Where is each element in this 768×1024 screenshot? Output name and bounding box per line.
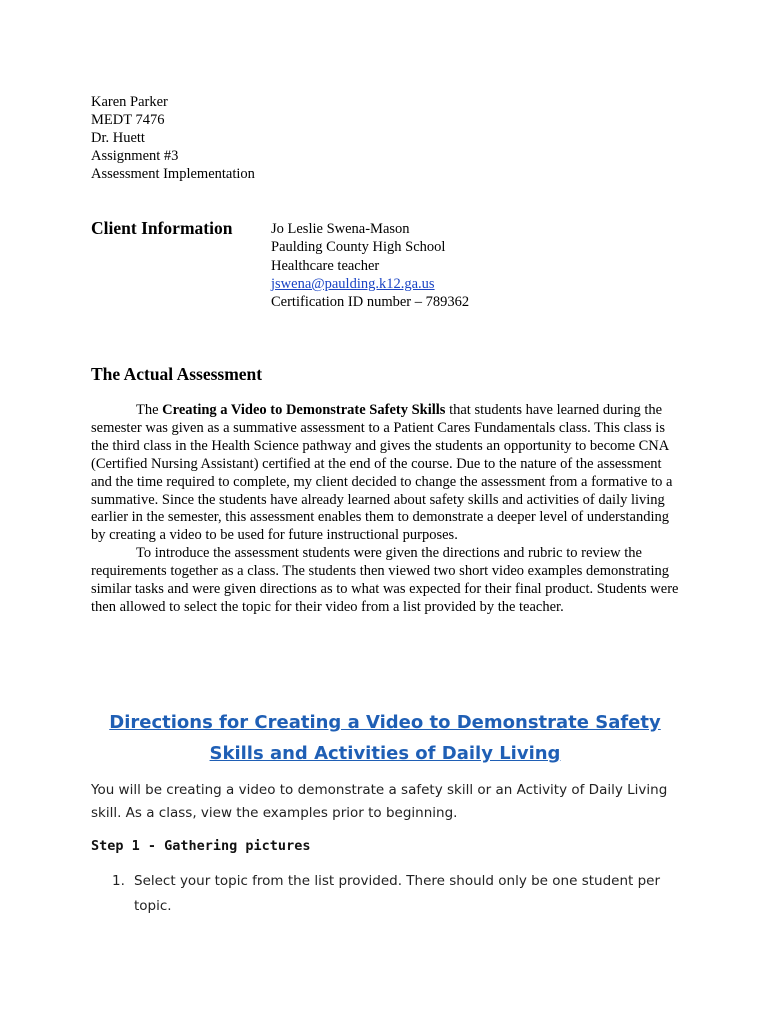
assignment-number: Assignment #3 <box>91 148 179 164</box>
assessment-heading: The Actual Assessment <box>91 364 263 384</box>
assessment-paragraph-2 <box>91 545 679 617</box>
directions-intro: You will be creating a video to demonstrate a safety skill or an Activity of Daily Living skill. As a class, view the examples prior to beginning. <box>91 782 668 821</box>
directions-title-line1: Directions for Creating a Video to Demonstrate Safety <box>109 712 661 733</box>
directions-title-line2: Skills and Activities of Daily Living <box>209 743 561 764</box>
p1-rest: that students have learned during the semester was given as a summative assessment to a Patient Cares Fundamentals class. This class is the third class in the Health Science pathway and gives the students an opportunity to become CNA (Certified Nursing Assistant) certified at the end of the course. Due to the nature of the assessment and the time required to complete, my client decided to change the assessment from a formative to a summative. Since the students have already learned about safety skills and activities of daily living earlier in the semester, this assessment enables them to demonstrate a deeper level of understanding by creating a video to be used for future instructional purposes. <box>91 402 673 544</box>
step-1-heading: Step 1 - Gathering pictures <box>91 838 311 854</box>
p1-lead: The <box>136 402 163 418</box>
author-name: Karen Parker <box>91 94 168 110</box>
list-item <box>112 869 672 919</box>
course-code: MEDT 7476 <box>91 112 165 128</box>
directions-title <box>91 707 679 769</box>
instructor-name: Dr. Huett <box>91 130 145 146</box>
p2-text: To introduce the assessment students were given the directions and rubric to review the requirements together as a class. The students then viewed two short video examples demonstrating similar tasks and were given directions as to what was expected for their final product. Students were then allowed to select the topic for their video from a list provided by the teacher. <box>91 545 679 615</box>
client-info-block <box>271 220 469 311</box>
client-school: Paulding County High School <box>271 239 446 256</box>
list-item-number: 1. <box>112 873 125 889</box>
p1-bold-title: Creating a Video to Demonstrate Safety Skills <box>162 402 446 418</box>
client-info-heading: Client Information <box>91 218 233 238</box>
list-item-text: Select your topic from the list provided. There should only be one student per topic. <box>134 873 661 914</box>
assessment-paragraph-1 <box>91 402 679 545</box>
client-role: Healthcare teacher <box>271 257 380 274</box>
assignment-topic: Assessment Implementation <box>91 166 255 182</box>
client-name: Jo Leslie Swena-Mason <box>271 221 410 237</box>
client-email-link[interactable]: jswena@paulding.k12.ga.us <box>271 275 435 292</box>
author-header <box>91 93 255 183</box>
client-certification: Certification ID number – 789362 <box>271 294 470 311</box>
